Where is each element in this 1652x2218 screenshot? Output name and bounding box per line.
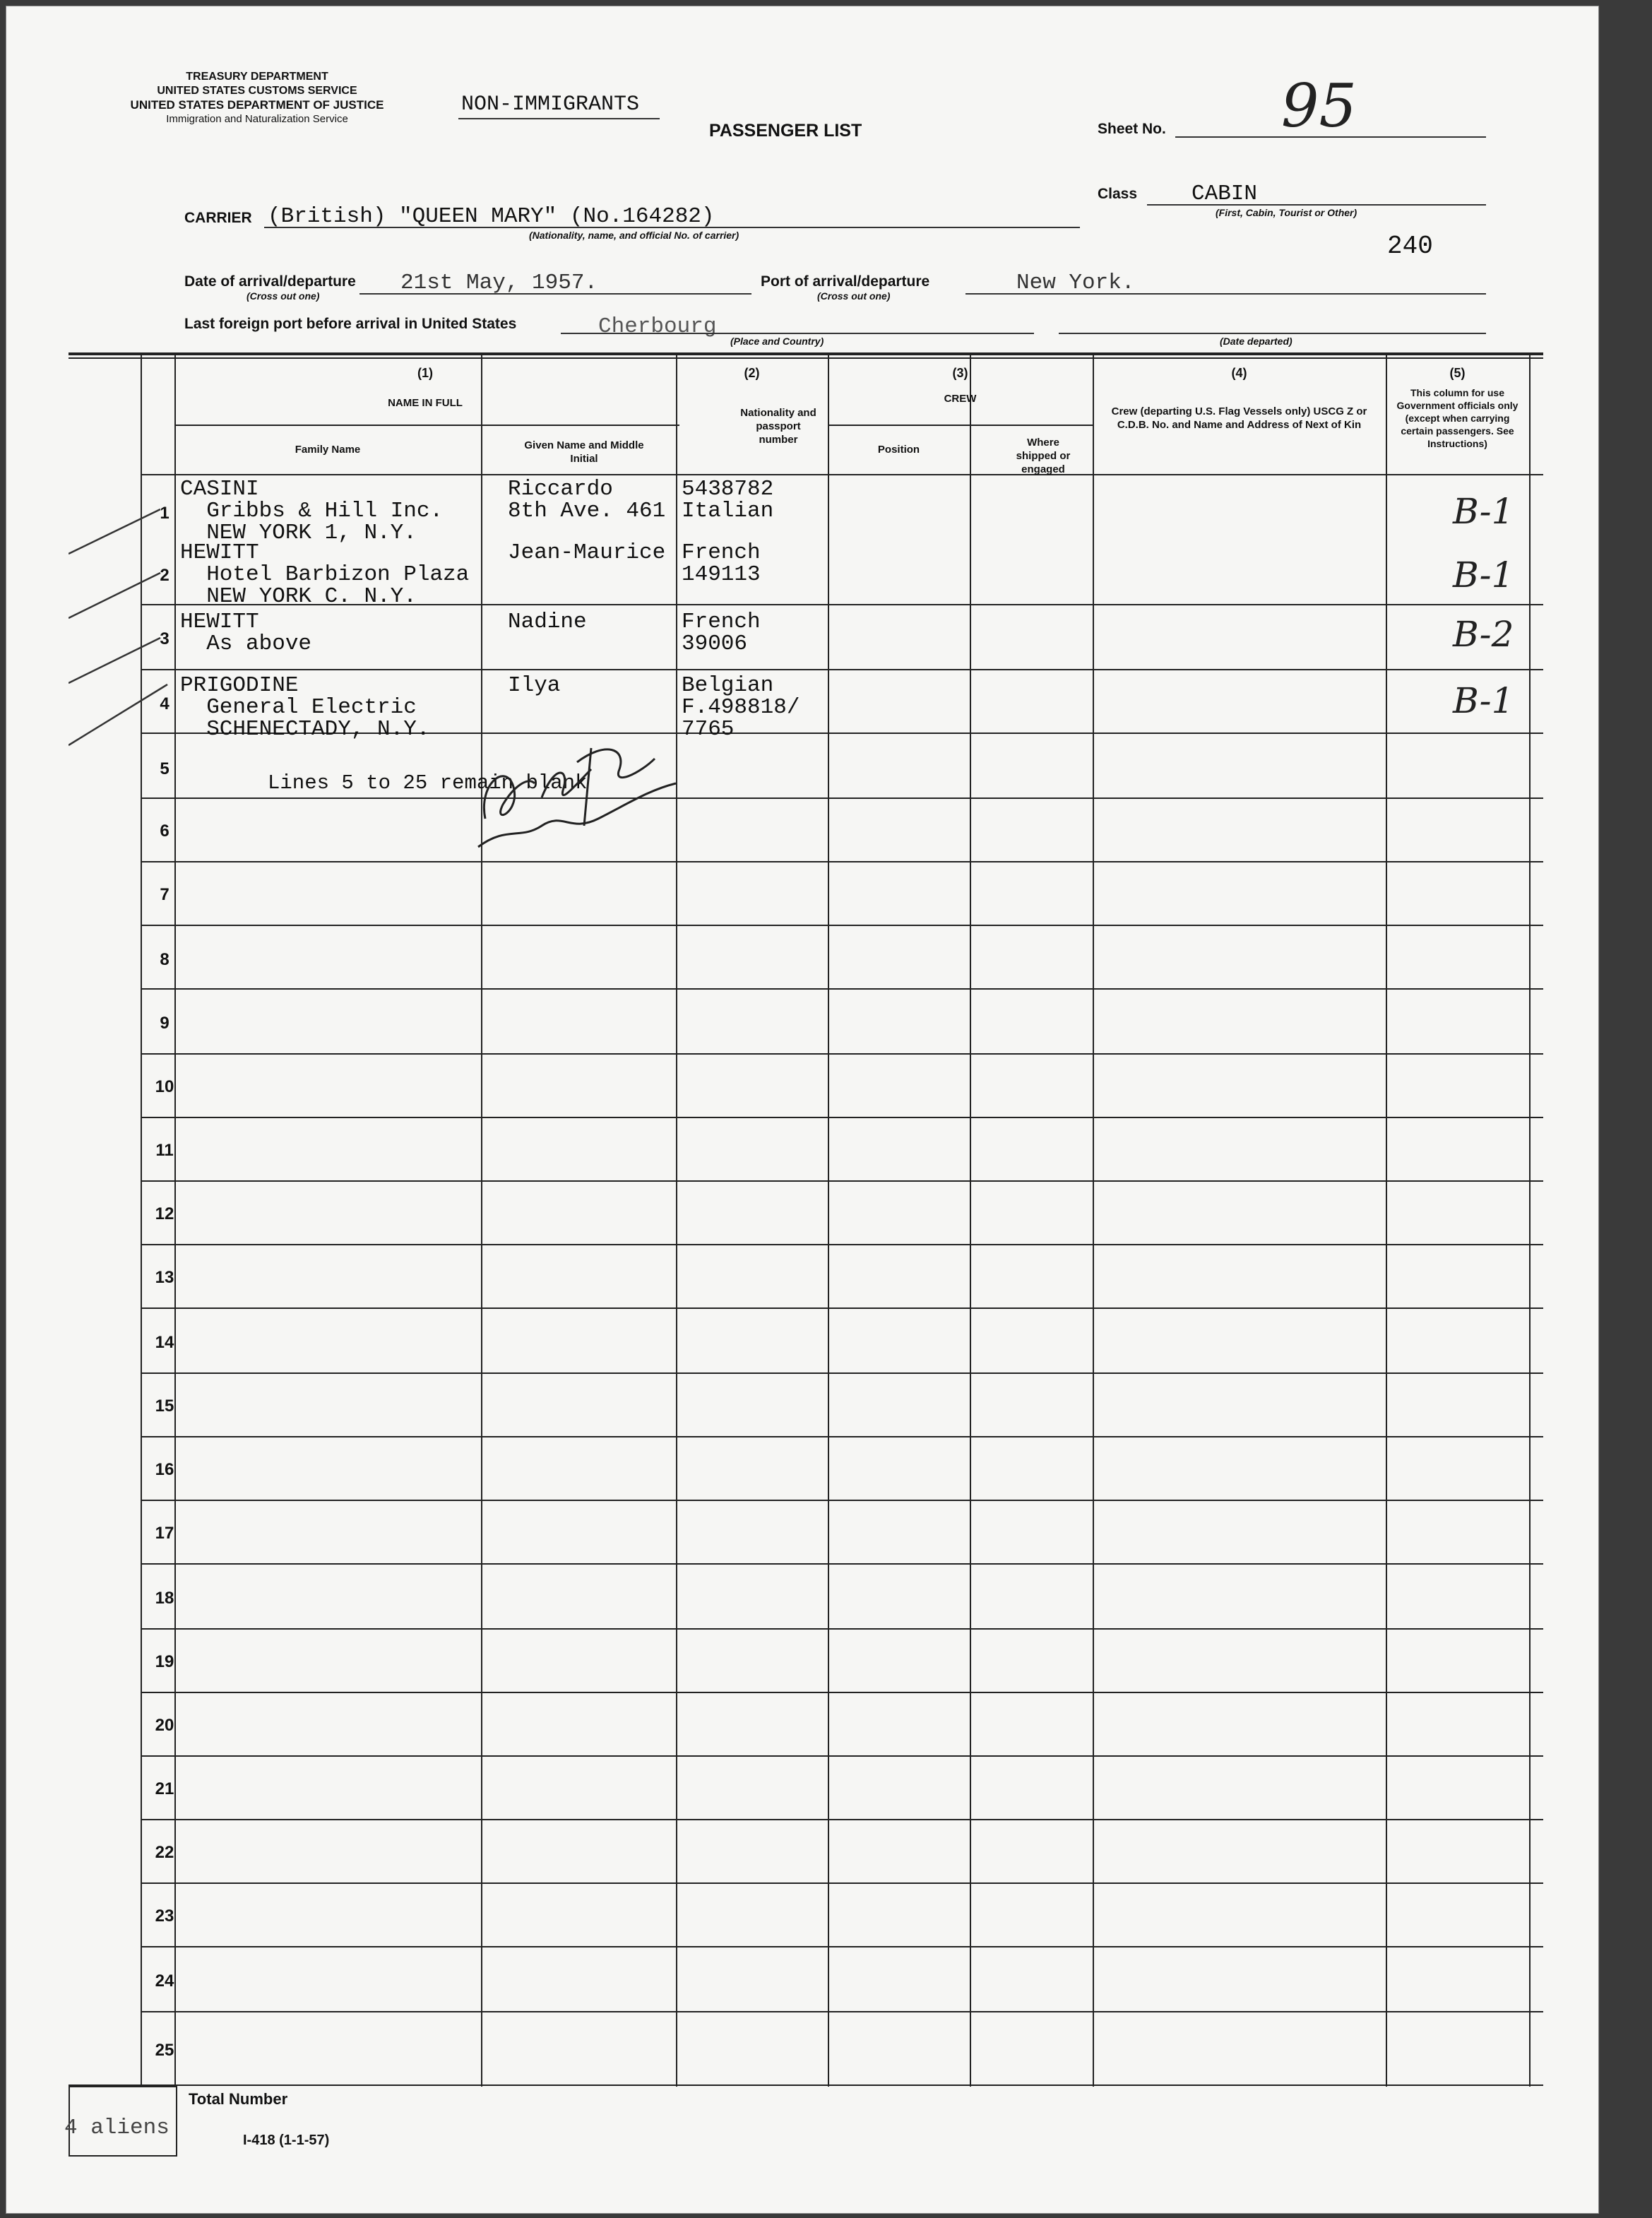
row-number: 8 (160, 950, 170, 969)
row-number: 23 (155, 1906, 174, 1926)
row-number: 17 (155, 1524, 174, 1543)
passenger-nationality: French 39006 (682, 610, 761, 656)
document-title: PASSENGER LIST (709, 121, 862, 141)
passenger-family-name: HEWITT As above (180, 610, 312, 656)
col3-number: (3) (952, 366, 968, 380)
agency-line-4: Immigration and Naturalization Service (166, 113, 348, 125)
passenger-family-name: CASINI Gribbs & Hill Inc. NEW YORK 1, N.Y. (180, 477, 444, 545)
carrier-label: CARRIER (184, 210, 252, 226)
sheet-number-value: 95 (1281, 71, 1357, 141)
arrival-port-label: Port of arrival/departure (761, 273, 930, 290)
row-number: 1 (160, 504, 170, 523)
col1-number: (1) (417, 366, 433, 380)
arrival-port-value: New York. (1016, 271, 1135, 295)
signature (464, 720, 747, 861)
carrier-value: (British) "QUEEN MARY" (No.164282) (268, 204, 715, 229)
passenger-list-document (6, 6, 1599, 2214)
col4-number: (4) (1231, 366, 1247, 380)
arrival-date-hint: (Cross out one) (246, 290, 320, 302)
col4-title: Crew (departing U.S. Flag Vessels only) USCG Z or C.D.B. No. and Name and Address of Next of Kin (1111, 405, 1367, 431)
row-number: 19 (155, 1652, 174, 1671)
row-number: 13 (155, 1268, 174, 1287)
col5-title: This column for use Government officials only (except when carrying certain passengers. See Instructions) (1396, 387, 1519, 449)
col2-title: Nationality and passport number (740, 407, 816, 446)
row-number: 20 (155, 1716, 174, 1735)
passenger-family-name: PRIGODINE General Electric SCHENECTADY, N.Y. (180, 673, 430, 742)
gov-code: B-1 (1453, 680, 1514, 721)
agency-line-1: TREASURY DEPARTMENT (186, 71, 328, 83)
passenger-given-name: Ilya (508, 673, 561, 698)
row-number: 5 (160, 759, 170, 778)
col3-position-header: Position (877, 444, 920, 456)
class-label: Class (1098, 186, 1138, 202)
row-number: 6 (160, 822, 170, 841)
passenger-nationality: Belgian F.498818/ 7765 (682, 673, 800, 742)
gov-code: B-1 (1453, 554, 1514, 595)
passenger-nationality: French 149113 (682, 540, 761, 587)
row-number: 9 (160, 1014, 170, 1033)
col1-given-header: Given Name and Middle Initial (524, 439, 644, 465)
col3-where-header: Where shipped or engaged (1016, 437, 1071, 475)
gov-code: B-2 (1453, 614, 1514, 655)
row-number: 25 (155, 2041, 174, 2060)
row-number: 14 (155, 1333, 174, 1352)
passenger-nationality: 5438782 Italian (682, 477, 774, 523)
carrier-hint: (Nationality, name, and official No. of carrier) (529, 230, 739, 241)
sheet-number-label: Sheet No. (1098, 121, 1166, 137)
agency-line-3: UNITED STATES DEPARTMENT OF JUSTICE (130, 98, 384, 112)
last-port-label: Last foreign port before arrival in United States (184, 316, 517, 332)
col3-title: CREW (944, 393, 977, 405)
row-number: 12 (155, 1204, 174, 1223)
total-label: Total Number (189, 2090, 288, 2108)
class-hint: (First, Cabin, Tourist or Other) (1216, 207, 1357, 218)
row-number: 10 (155, 1077, 174, 1096)
category-typed: NON-IMMIGRANTS (461, 93, 640, 117)
row-number: 16 (155, 1460, 174, 1479)
arrival-port-hint: (Cross out one) (817, 290, 891, 302)
passenger-given-name: Jean-Maurice (508, 540, 666, 565)
row-number: 21 (155, 1779, 174, 1798)
row-number: 22 (155, 1843, 174, 1862)
row-number: 11 (155, 1141, 174, 1160)
arrival-date-value: 21st May, 1957. (400, 271, 598, 295)
passenger-given-name: Nadine (508, 610, 587, 634)
col1-title: NAME IN FULL (388, 397, 463, 409)
class-value: CABIN (1192, 182, 1258, 206)
row-number: 7 (160, 885, 170, 904)
check-marks (69, 494, 182, 819)
row-number: 2 (160, 566, 170, 585)
last-port-date-hint: (Date departed) (1220, 336, 1293, 347)
row-number: 24 (155, 1971, 174, 1991)
page-stamp: 240 (1387, 232, 1433, 261)
last-port-place-hint: (Place and Country) (730, 336, 824, 347)
agency-line-2: UNITED STATES CUSTOMS SERVICE (157, 85, 357, 97)
row-number: 3 (160, 629, 170, 648)
arrival-date-label: Date of arrival/departure (184, 273, 356, 290)
col5-number: (5) (1449, 366, 1466, 380)
last-port-value: Cherbourg (598, 314, 717, 339)
agency-header (81, 70, 434, 126)
col1-family-header: Family Name (295, 444, 361, 456)
passenger-family-name: HEWITT Hotel Barbizon Plaza NEW YORK C. N.Y. (180, 540, 470, 609)
blank-lines-note: Lines 5 to 25 remain blank (268, 771, 588, 795)
form-id: I-418 (1-1-57) (243, 2133, 330, 2148)
passenger-given-name: Riccardo 8th Ave. 461 (508, 477, 666, 523)
row-number: 18 (155, 1589, 174, 1608)
passenger-table (69, 352, 1543, 2087)
col2-number: (2) (744, 366, 760, 380)
row-number: 4 (160, 694, 170, 713)
row-number: 15 (155, 1396, 174, 1416)
total-value: 4 aliens (64, 2116, 170, 2140)
gov-code: B-1 (1453, 491, 1514, 532)
